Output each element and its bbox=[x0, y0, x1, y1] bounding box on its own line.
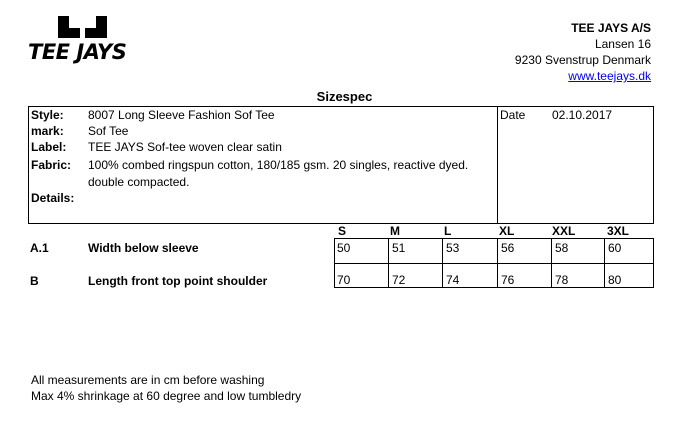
note-shrinkage: Max 4% shrinkage at 60 degree and low tumbledry bbox=[31, 389, 302, 403]
table-cell: 51 bbox=[388, 239, 442, 263]
company-street: Lansen 16 bbox=[594, 37, 651, 51]
mark-value: Sof Tee bbox=[88, 124, 129, 138]
size-header-xl: XL bbox=[499, 224, 515, 238]
date-label: Date bbox=[500, 108, 526, 122]
table-cell: 56 bbox=[497, 239, 551, 263]
fabric-value-line1: 100% combed ringspun cotton, 180/185 gsm. 20 singles, reactive dyed. bbox=[88, 158, 469, 172]
table-cell: 58 bbox=[551, 239, 604, 263]
table-cell: 53 bbox=[442, 239, 497, 263]
table-cell: 80 bbox=[604, 263, 653, 287]
info-divider bbox=[497, 107, 498, 223]
company-address bbox=[515, 20, 651, 84]
size-header-xxl: XXL bbox=[552, 224, 576, 238]
label-value: TEE JAYS Sof-tee woven clear satin bbox=[88, 140, 282, 154]
company-name: TEE JAYS A/S bbox=[571, 21, 651, 35]
mark-label: mark: bbox=[31, 124, 64, 138]
measure-code-a1: A.1 bbox=[30, 241, 49, 255]
measure-code-b: B bbox=[30, 274, 39, 288]
details-label: Details: bbox=[31, 191, 75, 205]
table-cell: 74 bbox=[442, 263, 497, 287]
company-city: 9230 Svenstrup Denmark bbox=[514, 53, 651, 67]
style-value: 8007 Long Sleeve Fashion Sof Tee bbox=[88, 108, 275, 122]
style-label: Style: bbox=[31, 108, 64, 122]
size-header-s: S bbox=[338, 224, 347, 238]
company-website-link[interactable]: www.teejays.dk bbox=[568, 69, 651, 83]
table-cell: 50 bbox=[337, 241, 351, 255]
date-value: 02.10.2017 bbox=[552, 108, 613, 122]
size-header-m: M bbox=[390, 224, 400, 238]
logo-wordmark: TEE JAYS bbox=[28, 40, 127, 64]
table-cell: 70 bbox=[337, 273, 351, 287]
note-measurements: All measurements are in cm before washing bbox=[31, 373, 265, 387]
measure-name-length: Length front top point shoulder bbox=[88, 274, 268, 288]
size-header-3xl: 3XL bbox=[607, 224, 630, 238]
table-cell: 78 bbox=[551, 263, 604, 287]
info-box bbox=[28, 106, 654, 224]
size-table bbox=[334, 238, 654, 288]
table-cell: 60 bbox=[604, 239, 653, 263]
label-label: Label: bbox=[31, 140, 67, 154]
tee-jays-logo bbox=[28, 14, 146, 66]
fabric-label: Fabric: bbox=[31, 158, 72, 172]
table-cell: 76 bbox=[497, 263, 551, 287]
table-cell: 72 bbox=[388, 263, 442, 287]
fabric-value-line2: double compacted. bbox=[88, 175, 190, 189]
measure-name-width: Width below sleeve bbox=[88, 241, 199, 255]
page-title: Sizespec bbox=[316, 89, 373, 104]
size-header-l: L bbox=[444, 224, 452, 238]
